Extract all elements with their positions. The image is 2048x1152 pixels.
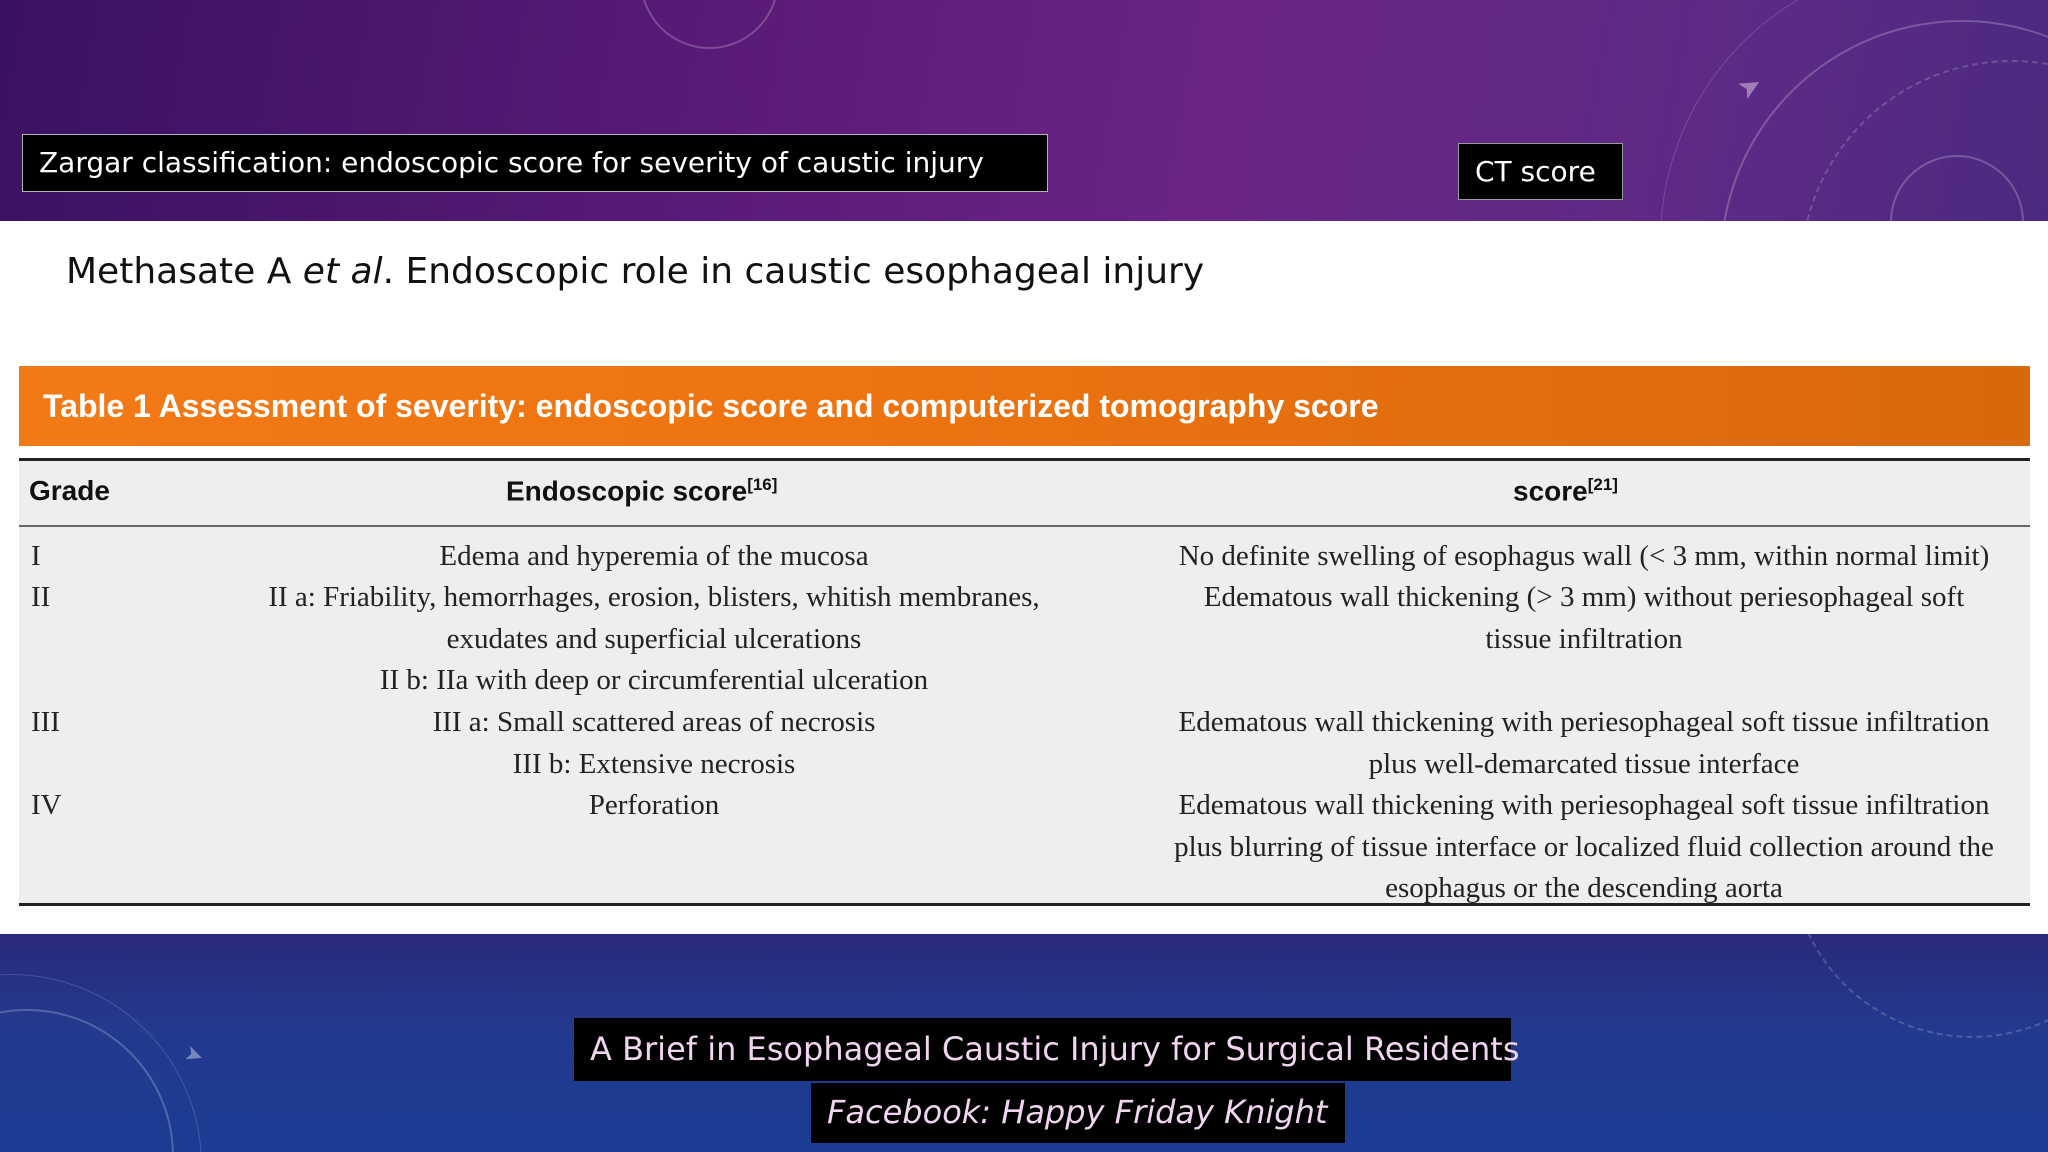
article-citation bbox=[66, 251, 1204, 292]
decorative-arrow-icon: ➤ bbox=[181, 1039, 208, 1070]
table-row-ct bbox=[1104, 785, 2048, 910]
footer-facebook: Facebook: Happy Friday Knight bbox=[811, 1083, 1345, 1143]
decorative-arrow-icon: ➤ bbox=[1731, 67, 1768, 106]
citation-prefix: Methasate A bbox=[66, 251, 303, 292]
table-row-endoscopic bbox=[189, 536, 1119, 578]
citation-etal: et al bbox=[302, 251, 383, 292]
table-row-grade: II bbox=[31, 581, 51, 613]
cell-line: plus well-demarcated tissue interface bbox=[1368, 747, 1800, 780]
table-row-endoscopic bbox=[189, 577, 1119, 702]
cell-line: Edematous wall thickening with periesophageal soft tissue infiltration bbox=[1178, 706, 1990, 738]
table-row-ct bbox=[1104, 702, 2048, 785]
cell-line: Perforation bbox=[588, 789, 720, 821]
decorative-ring bbox=[640, 0, 779, 49]
severity-table bbox=[19, 458, 2030, 906]
header-divider bbox=[19, 525, 2030, 527]
cell-line: plus blurring of tissue interface or localized fluid collection around the bbox=[1174, 830, 1994, 863]
table-row-endoscopic bbox=[189, 702, 1119, 785]
header-endoscopic bbox=[506, 475, 777, 507]
cell-line: Edematous wall thickening (> 3 mm) without periesophageal soft bbox=[1203, 581, 1965, 613]
header-ct-ref: [21] bbox=[1587, 475, 1618, 494]
zargar-caption: Zargar classification: endoscopic score for severity of caustic injury bbox=[22, 134, 1048, 192]
cell-line: Edematous wall thickening with periesophageal soft tissue infiltration bbox=[1178, 789, 1990, 821]
decorative-ring bbox=[1790, 934, 2048, 1038]
footer-title: A Brief in Esophageal Caustic Injury for Surgical Residents bbox=[574, 1018, 1511, 1081]
table-title: Table 1 Assessment of severity: endoscopic score and computerized tomography score bbox=[43, 388, 1379, 424]
ct-score-caption: CT score bbox=[1458, 143, 1623, 200]
table-row-grade: III bbox=[31, 706, 60, 738]
cell-line: Edema and hyperemia of the mucosa bbox=[439, 540, 869, 572]
header-endoscopic-label: Endoscopic score bbox=[506, 475, 748, 507]
citation-suffix: . Endoscopic role in caustic esophageal injury bbox=[382, 251, 1205, 292]
table-row-endoscopic bbox=[189, 785, 1119, 827]
cell-line: III a: Small scattered areas of necrosis bbox=[432, 706, 876, 738]
header-endoscopic-ref: [16] bbox=[747, 475, 778, 494]
slide-content bbox=[0, 221, 2048, 934]
cell-line: II b: IIa with deep or circumferential ulceration bbox=[379, 664, 929, 696]
table-row-ct bbox=[1104, 536, 2048, 578]
header-ct-label: score bbox=[1513, 475, 1588, 507]
cell-line: exudates and superficial ulcerations bbox=[446, 622, 862, 655]
table-row-ct bbox=[1104, 577, 2048, 660]
cell-line: II a: Friability, hemorrhages, erosion, blisters, whitish membranes, bbox=[268, 581, 1040, 613]
cell-line: No definite swelling of esophagus wall (< 3 mm, within normal limit) bbox=[1178, 540, 1990, 572]
table-row-grade: IV bbox=[31, 789, 62, 821]
decorative-ring bbox=[0, 974, 202, 1152]
cell-line: esophagus or the descending aorta bbox=[1385, 872, 1783, 904]
table-title-banner bbox=[19, 366, 2030, 446]
table-row-grade: I bbox=[31, 540, 41, 572]
header-ct bbox=[1513, 475, 1618, 507]
cell-line: tissue infiltration bbox=[1485, 622, 1683, 655]
header-grade: Grade bbox=[29, 475, 110, 506]
cell-line: III b: Extensive necrosis bbox=[512, 747, 796, 780]
